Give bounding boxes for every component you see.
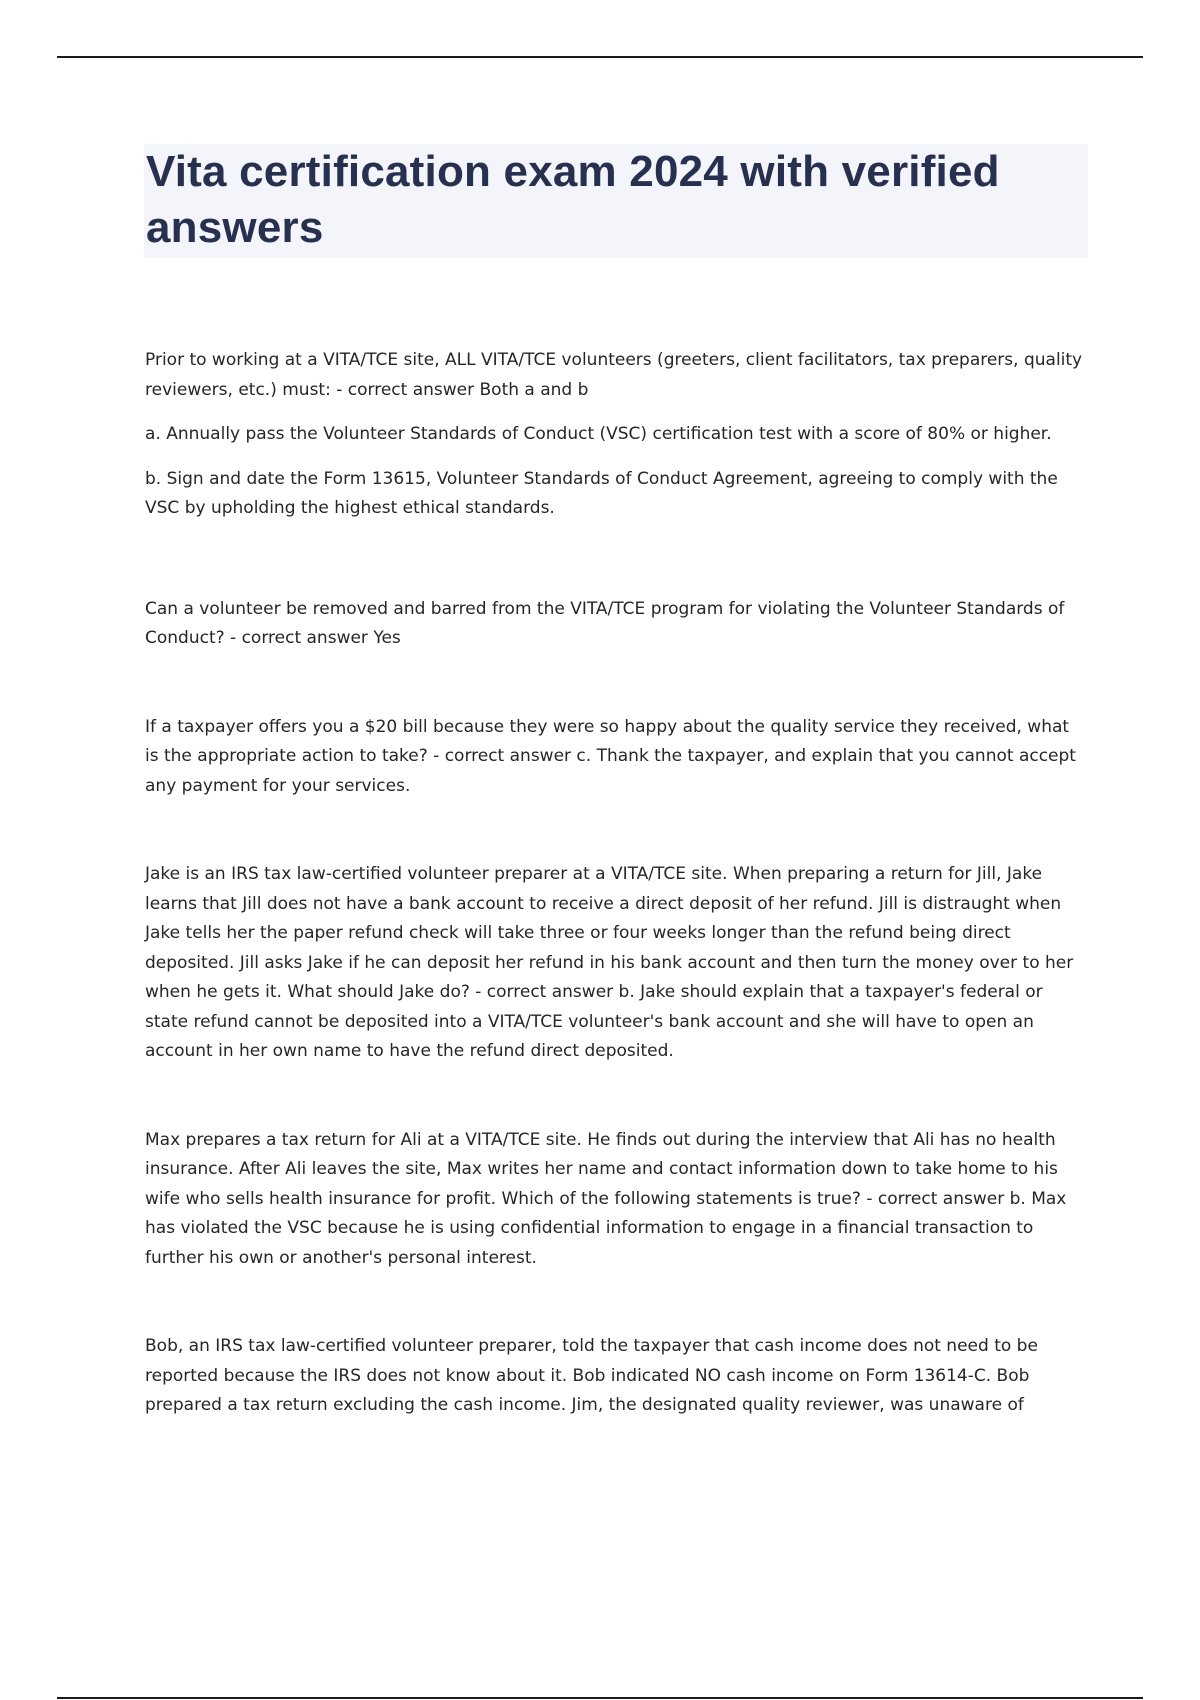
document-title: Vita certification exam 2024 with verified answers <box>146 147 1000 252</box>
question-block <box>145 1126 1085 1274</box>
question-text: Jake is an IRS tax law-certified volunteer preparer at a VITA/TCE site. When preparing a return for Jill, Jake learns that Jill does not have a bank account to receive a direct deposit of her refund. Jill is distraught when Jake tells her the paper refund check will take three or four weeks longer than the refund being direct deposited. Jill asks Jake if he can deposit her refund in his bank account and then turn the money over to her when he gets it. What should Jake do? - correct answer b. Jake should explain that a taxpayer's federal or state refund cannot be deposited into a VITA/TCE volunteer's bank account and she will have to open an account in her own name to have the refund direct deposited. <box>145 864 1074 1061</box>
question-text: Bob, an IRS tax law-certified volunteer preparer, told the taxpayer that cash income does not need to be reported because the IRS does not know about it. Bob indicated NO cash income on Form 13614-C. Bob prepared a tax return excluding the cash income. Jim, the designated quality reviewer, was unaware of <box>145 1336 1038 1415</box>
question-block <box>145 860 1085 1067</box>
answer-option: a. Annually pass the Volunteer Standards of Conduct (VSC) certification test with a score of 80% or higher. <box>145 424 1052 444</box>
question-block <box>145 346 1085 524</box>
question-text: If a taxpayer offers you a $20 bill because they were so happy about the quality service they received, what is the appropriate action to take? - correct answer c. Thank the taxpayer, and explain that you cannot accept any payment for your services. <box>145 716 1076 796</box>
answer-option: b. Sign and date the Form 13615, Volunteer Standards of Conduct Agreement, agreeing to comply with the VSC by upholding the highest ethical standards. <box>145 468 1058 518</box>
title-box <box>144 144 1088 258</box>
question-block <box>145 713 1085 802</box>
document-body <box>145 346 1085 1421</box>
question-text: Max prepares a tax return for Ali at a VITA/TCE site. He finds out during the interview that Ali has no health insurance. After Ali leaves the site, Max writes her name and contact information down to take home to his wife who sells health insurance for profit. Which of the following statements is true? - correct answer b. Max has violated the VSC because he is using confidential information to engage in a financial transaction to further his own or another's personal interest. <box>145 1129 1067 1268</box>
top-rule <box>57 56 1143 58</box>
question-block <box>145 1332 1085 1421</box>
question-block <box>145 595 1085 654</box>
bottom-rule <box>57 1697 1143 1699</box>
question-text: Prior to working at a VITA/TCE site, ALL VITA/TCE volunteers (greeters, client facilitators, tax preparers, quality reviewers, etc.) must: - correct answer Both a and b <box>145 350 1083 400</box>
question-text: Can a volunteer be removed and barred from the VITA/TCE program for violating the Volunteer Standards of Conduct? - correct answer Yes <box>145 598 1065 648</box>
